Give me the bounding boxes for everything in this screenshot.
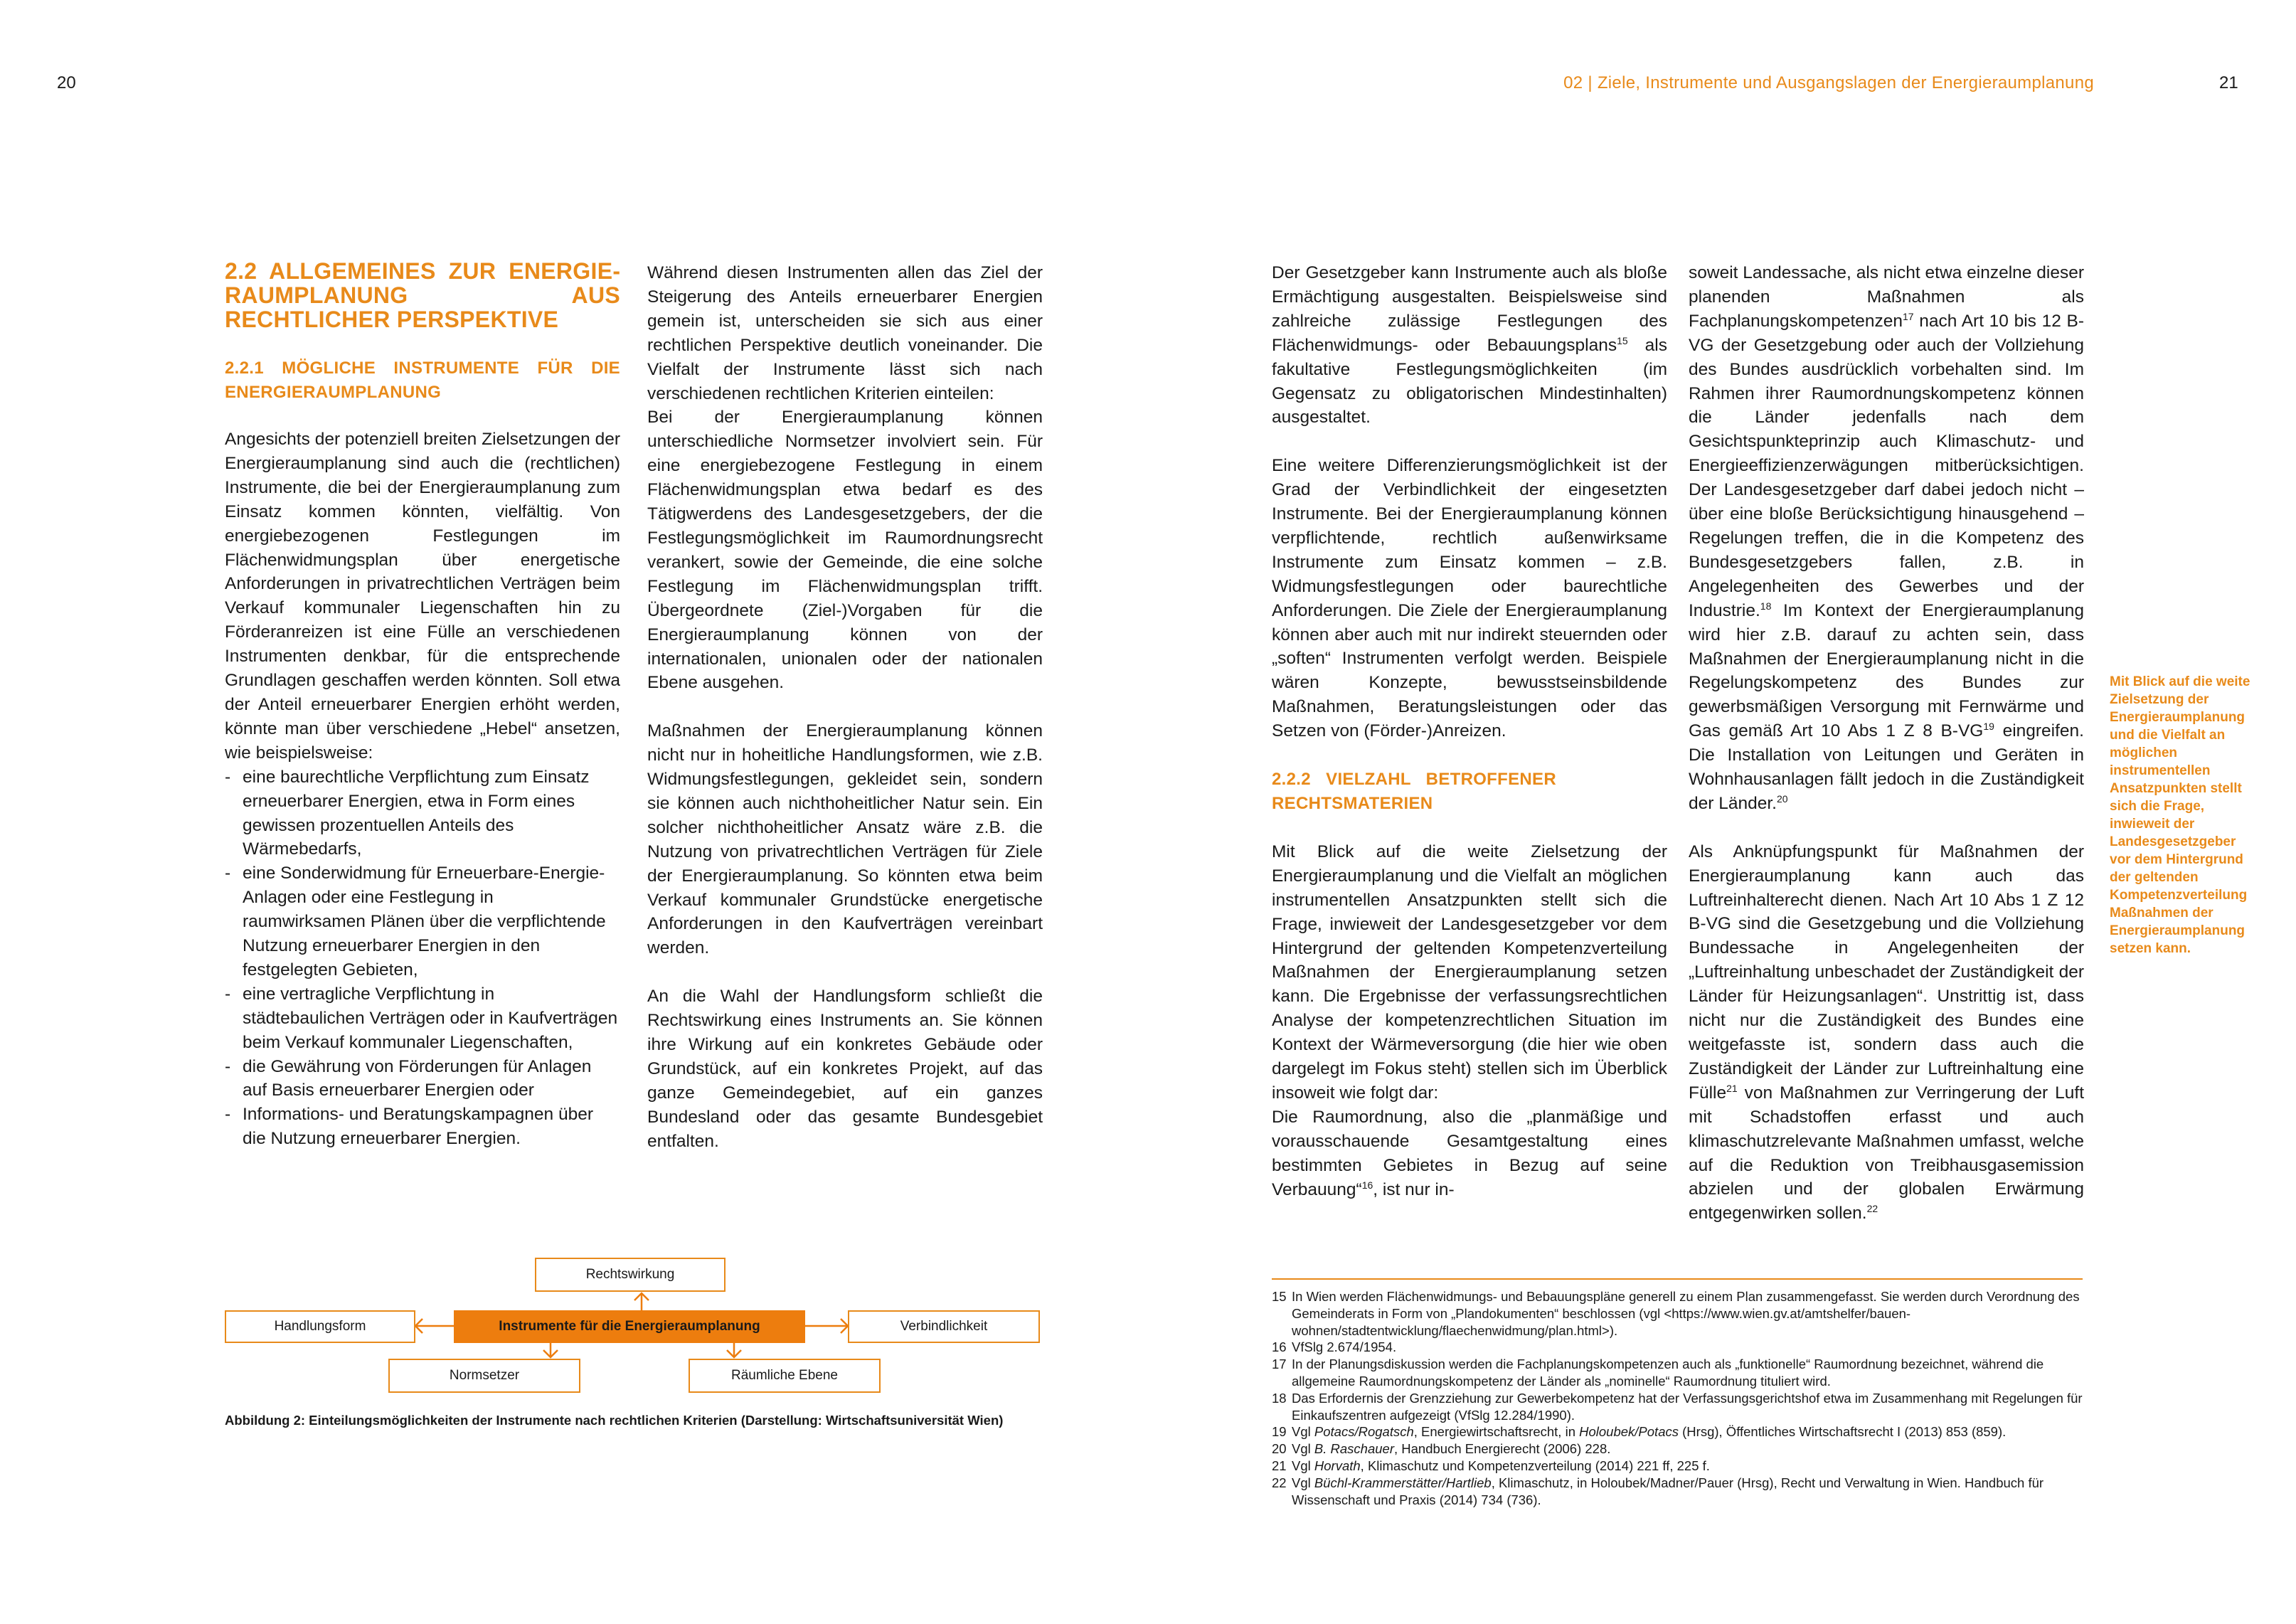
footnote-text-part: In der Planungsdiskussion werden die Fachplanungskompetenzen auch als „funktionelle“ Raumordnung bezeichnet, während die allgemeine Raumordnungskompetenz der Länder als „nominelle“ Raumordnung tituliert wird.: [1292, 1357, 2044, 1389]
footnote-text: [1292, 1475, 2083, 1509]
margin-note: Mit Blick auf die weite Zielsetzung der Energieraumplanung und die Vielfalt an möglichen instrumentellen Ansatzpunkten stellt sich die Frage, inwieweit der Landesgesetzgeber vor dem Hintergrund der geltenden Kompetenzverteilung Maßnahmen der Energieraumplanung setzen kann.: [2110, 674, 2250, 956]
subsection-heading-2-2-2: 2.2.2 VIELZAHL BETROFFENER RECHTSMATERIEN: [1272, 770, 1556, 813]
left-page-number: 20: [57, 73, 76, 92]
footnote-text: [1292, 1356, 2083, 1390]
footnote-ref[interactable]: 17: [1903, 310, 1914, 322]
footnote-number: 22: [1272, 1475, 1287, 1490]
list-item: - eine Sonderwidmung für Erneuerbare-Energie-Anlagen oder eine Festlegung in raumwirksamen Plänen über die verpflichtende Nutzung erneuerbarer Energien in den festgelegten Gebieten,: [225, 861, 620, 982]
footnote-text-part: In Wien werden Flächenwidmungs- und Bebauungspläne generell zu einem Plan zusammengefasst. Sie werden durch Verordnung des Gemeinderats in Form von „Plandokumenten“ beschlossen (vgl <https://www.wien.gv.at/amtshelfer/bauen-wohnen/stadtentwicklung/flaechenwidmung/plan.html>).: [1292, 1289, 2080, 1338]
column-4: [1689, 261, 2084, 1226]
footnote-number: 18: [1272, 1390, 1287, 1406]
paragraph: Maßnahmen der Energieraumplanung können nicht nur in hoheitliche Handlungsformen, wie z.B. Widmungsfestlegungen, gekleidet sein, sondern sie können auch nichthoheitlicher Natur sein. Ein solcher nichthoheitlicher Ansatz wäre z.B. die Nutzung von privatrechtlichen Verträgen für Ziele der Energieraumplanung. So könnten etwa beim Verkauf kommunaler Grundstücke energetische Anforderungen in den Kaufverträgen vereinbart werden.: [647, 721, 1043, 958]
footnote-ref[interactable]: 20: [1776, 792, 1788, 805]
paragraph: Während diesen Instrumenten allen das Ziel der Steigerung des Anteils erneuerbarer Energien gemein ist, unterscheiden sie sich aus einer rechtlichen Perspektive deutlich voneinander. Die Vielfalt der Instrumente lässt sich nach verschiedenen rechtlichen Kriterien einteilen:: [647, 263, 1043, 403]
footnote-17: [1272, 1356, 2083, 1390]
footnote-ref[interactable]: 21: [1726, 1082, 1738, 1094]
paragraph: Mit Blick auf die weite Zielsetzung der Energieraumplanung und die Vielfalt an möglichen instrumentellen Ansatzpunkten stellt sich die Frage, inwieweit der Landesgesetzgeber vor dem Hintergrund der geltenden Kompetenzverteilung Maßnahmen der Energieraumplanung setzen kann. Die Ergebnisse der verfassungsrechtlichen Analyse der kompetenzrechtlichen Situation im Kontext der Wärmeversorgung (die hier wie oben dargelegt im Fokus steht) stellen sich im Überblick insoweit wie folgt dar:: [1272, 842, 1667, 1103]
footnote-author: B. Raschauer: [1314, 1441, 1394, 1457]
footnote-21: [1272, 1458, 2083, 1475]
column-3: [1272, 261, 1667, 1201]
footnote-text: [1292, 1423, 2083, 1440]
footnote-20: [1272, 1440, 2083, 1458]
footnote-text-part: VfSlg 2.674/1954.: [1292, 1339, 1397, 1355]
footnote-16: [1272, 1339, 2083, 1356]
footnote-text-part: Vgl: [1292, 1458, 1314, 1473]
paragraph: An die Wahl der Handlungsform schließt die Rechtswirkung eines Instruments an. Sie können ihre Wirkung auf ein konkretes Gebäude oder Grundstück, auf ein konkretes Projekt, auf das ganze Gemeindegebiet, auf ein ganzes Bundesland oder das gesamte Bundesgebiet entfalten.: [647, 987, 1043, 1151]
diagram-node-raeumliche-ebene: Räumliche Ebene: [689, 1359, 881, 1393]
footnote-number: 19: [1272, 1424, 1287, 1440]
right-page-number: 21: [2219, 73, 2238, 92]
section-heading: 2.2 ALLGEMEINES ZUR ENERGIERAUMPLANUNG AUS RECHTLICHER PERSPEKTIVE: [225, 258, 620, 332]
list-item: - die Gewährung von Förderungen für Anlagen auf Basis erneuerbarer Energien oder: [225, 1055, 620, 1103]
paragraph: Als Anknüpfungspunkt für Maßnahmen der Energieraumplanung kann auch das Luftreinhalterecht dienen. Nach Art 10 Abs 1 Z 12 B-VG sind die Gesetzgebung und die Vollziehung Bundessache in Angelegenheiten der „Luftreinhaltung unbeschadet der Zuständigkeit der Länder für Heizungsanlagen“. Unstrittig ist, dass nicht nur die Zuständigkeit des Bundes eine weitgefasste ist, sondern dass auch die Zuständigkeit der Länder zur Luftreinhaltung eine Fülle$^{21}$ von Maßnahmen zur Verringerung der Luft mit Schadstoffen erfasst und auch klimaschutzrelevante Maßnahmen umfasst, welche auf die Reduktion von Treibhausgasemission abzielen und der globalen Erwärmung entgegenwirken sollen.$^{22}$: [1689, 842, 2084, 1224]
paragraph: Die Raumordnung, also die „planmäßige und vorausschauende Gesamtgestaltung eines bestimmten Gebietes in Bezug auf seine Verbauung“$^{16}$, ist nur in-: [1272, 1107, 1667, 1199]
footnotes: [1272, 1288, 2083, 1508]
footnote-text-part: , Klimaschutz und Kompetenzverteilung (2014) 221 ff, 225 f.: [1360, 1458, 1710, 1473]
footnote-22: [1272, 1475, 2083, 1509]
footnote-number: 17: [1272, 1357, 1287, 1372]
paragraph: Der Gesetzgeber kann Instrumente auch als bloße Ermächtigung ausgestalten. Beispielsweise sind zahlreiche zulässige Festlegungen des Flächenwidmungs- oder Bebauungsplans$^{15}$ als fakultative Festlegungsmöglichkeiten (im Gegensatz zu obligatorischen Mindestinhalten) ausgestaltet.: [1272, 263, 1667, 428]
footnote-text: [1292, 1390, 2083, 1424]
footnote-text-part: Vgl: [1292, 1424, 1314, 1440]
list-item: - Informations- und Beratungskampagnen über die Nutzung erneuerbarer Energien.: [225, 1103, 620, 1151]
footnote-text: [1292, 1440, 2083, 1458]
instruments-diagram: [225, 1252, 1050, 1401]
footnote-number: 20: [1272, 1441, 1287, 1457]
list-item: - eine vertragliche Verpflichtung in städtebaulichen Verträgen oder in Kaufverträgen beim Verkauf kommunaler Liegenschaften,: [225, 982, 620, 1055]
footnote-text-part: Das Erfordernis der Grenzziehung zur Gewerbekompetenz hat der Verfassungsgerichtshof etwa im Zusammenhang mit Regelungen für Einkaufszentren aufgezeigt (VfSlg 12.284/1990).: [1292, 1390, 2083, 1423]
column-2: [647, 261, 1043, 1154]
footnote-divider: [1272, 1278, 2083, 1280]
column-1: [225, 259, 620, 1151]
lever-list: [225, 765, 620, 1152]
diagram-node-rechtswirkung: Rechtswirkung: [535, 1258, 726, 1292]
paragraph: Bei der Energieraumplanung können unterschiedliche Normsetzer involviert sein. Für eine energiebezogene Festlegung in einem Flächenwidmungsplan etwa bedarf es des Tätigwerdens des Landesgesetzgebers, der die Festlegungsmöglichkeit im Raumordnungsrecht verankert, sowie der Gemeinde, die eine solche Festlegung im Flächenwidmungsplan trifft. Übergeordnete (Ziel-)Vorgaben für die Energieraumplanung können von der internationalen, unionalen oder der nationalen Ebene ausgehen.: [647, 408, 1043, 693]
footnote-ref[interactable]: 22: [1866, 1203, 1878, 1215]
footnote-text-part: , Klimaschutz, in Holoubek/Madner/Pauer (Hrsg), Recht und Verwaltung in Wien. Handbuch für Wissenschaft und Praxis (2014) 734 (736).: [1292, 1475, 2044, 1507]
paragraph: soweit Landessache, als nicht etwa einzelne dieser planenden Maßnahmen als Fachplanungskompetenzen$^{17}$ nach Art 10 bis 12 B-VG der Gesetzgebung oder auch der Vollziehung des Bundes ausdrücklich vorbehalten sind. Im Rahmen ihrer Raumordnungskompetenz können die Länder jedenfalls nach dem Gesichtspunkteprinzip auch Klimaschutz- und Energieeffizienzerwägungen mitberücksichtigen. Der Landesgesetzgeber darf dabei jedoch nicht – über eine bloße Berücksichtigung hinausgehend – Regelungen treffen, die in die Kompetenz des Bundesgesetzgebers fallen, z.B. in Angelegenheiten des Gewerbes und der Industrie.$^{18}$ Im Kontext der Energieraumplanung wird hier z.B. darauf zu achten sein, dass Maßnahmen der Energieraumplanung nicht in die Regelungskompetenz des Bundes zur gewerbsmäßigen Versorgung mit Fernwärme und Gas gemäß Art 10 Abs 1 Z 8 B-VG$^{19}$ eingreifen. Die Installation von Leitungen und Geräten in Wohnhausanlagen fällt jedoch in die Zuständigkeit der Länder.$^{20}$: [1689, 263, 2084, 813]
footnote-author: Büchl-Krammerstätter/Hartlieb: [1314, 1475, 1492, 1490]
footnote-18: [1272, 1390, 2083, 1424]
diagram-node-handlungsform: Handlungsform: [225, 1310, 415, 1343]
footnote-text: [1292, 1339, 2083, 1356]
footnote-text-part: (Hrsg), Öffentliches Wirtschaftsrecht I (2013) 853 (859).: [1679, 1424, 2007, 1440]
figure-caption: Abbildung 2: Einteilungsmöglichkeiten der Instrumente nach rechtlichen Kriterien (Darstellung: Wirtschaftsuniversität Wien): [225, 1413, 1004, 1428]
footnote-19: [1272, 1423, 2083, 1440]
diagram-node-verbindlichkeit: Verbindlichkeit: [848, 1310, 1040, 1343]
footnote-number: 15: [1272, 1289, 1287, 1304]
diagram-node-normsetzer: Normsetzer: [388, 1359, 580, 1393]
footnote-author: Holoubek/Potacs: [1579, 1424, 1679, 1440]
footnote-text-part: Vgl: [1292, 1475, 1314, 1490]
footnote-ref[interactable]: 16: [1361, 1179, 1373, 1191]
footnote-ref[interactable]: 19: [1983, 721, 1994, 733]
intro-paragraph: Angesichts der potenziell breiten Zielsetzungen der Energieraumplanung sind auch die (rechtlichen) Instrumente, die bei der Energieraumplanung zum Einsatz kommen könnten, vielfältig. Von energiebezogenen Festlegungen im Flächenwidmungsplan über energetische Anforderungen in privatrechtlichen Verträgen beim Verkauf kommunaler Liegenschaften hin zu Förderanreizen ist eine Fülle an verschiedenen Instrumenten denkbar, für die entsprechende Grundlagen geschaffen werden könnten. Soll etwa der Anteil erneuerbarer Energien erhöht werden, könnte man über verschiedene „Hebel“ ansetzen, wie beispielsweise:: [225, 430, 620, 763]
footnote-15: [1272, 1288, 2083, 1339]
footnote-text-part: Vgl: [1292, 1441, 1314, 1457]
footnote-text-part: , Handbuch Energierecht (2006) 228.: [1393, 1441, 1611, 1457]
footnote-text: [1292, 1458, 2083, 1475]
paragraph: Eine weitere Differenzierungsmöglichkeit ist der Grad der Verbindlichkeit der eingesetzten Instrumente. Bei der Energieraumplanung können verpflichtende, rechtlich außenwirksame Instrumente zum Einsatz kommen – z.B. Widmungsfestlegungen oder baurechtliche Anforderungen. Die Ziele der Energieraumplanung können aber auch mit nur indirekt steuernden oder „soften“ Instrumenten verfolgt werden. Beispiele wären Konzepte, bewusstseinsbildende Maßnahmen, Beratungsleistungen oder das Setzen von (Förder-)Anreizen.: [1272, 456, 1667, 741]
footnote-ref[interactable]: 18: [1760, 600, 1772, 612]
footnote-text-part: , Energiewirtschaftsrecht, in: [1413, 1424, 1580, 1440]
diagram-node-center: Instrumente für die Energieraumplanung: [454, 1310, 805, 1343]
footnote-number: 21: [1272, 1458, 1287, 1473]
subsection-heading-2-2-1: 2.2.1 MÖGLICHE INSTRUMENTE FÜR DIE ENERGIERAUMPLANUNG: [225, 359, 620, 402]
list-item: - eine baurechtliche Verpflichtung zum Einsatz erneuerbarer Energien, etwa in Form eines gewissen prozentuellen Anteils des Wärmebedarfs,: [225, 765, 620, 862]
footnote-author: Horvath: [1314, 1458, 1361, 1473]
footnote-author: Potacs/Rogatsch: [1314, 1424, 1414, 1440]
footnote-ref[interactable]: 15: [1617, 334, 1628, 346]
running-title: 02 | Ziele, Instrumente und Ausgangslagen der Energieraumplanung: [1563, 73, 2094, 92]
footnote-text: [1292, 1288, 2083, 1339]
footnote-number: 16: [1272, 1339, 1287, 1355]
